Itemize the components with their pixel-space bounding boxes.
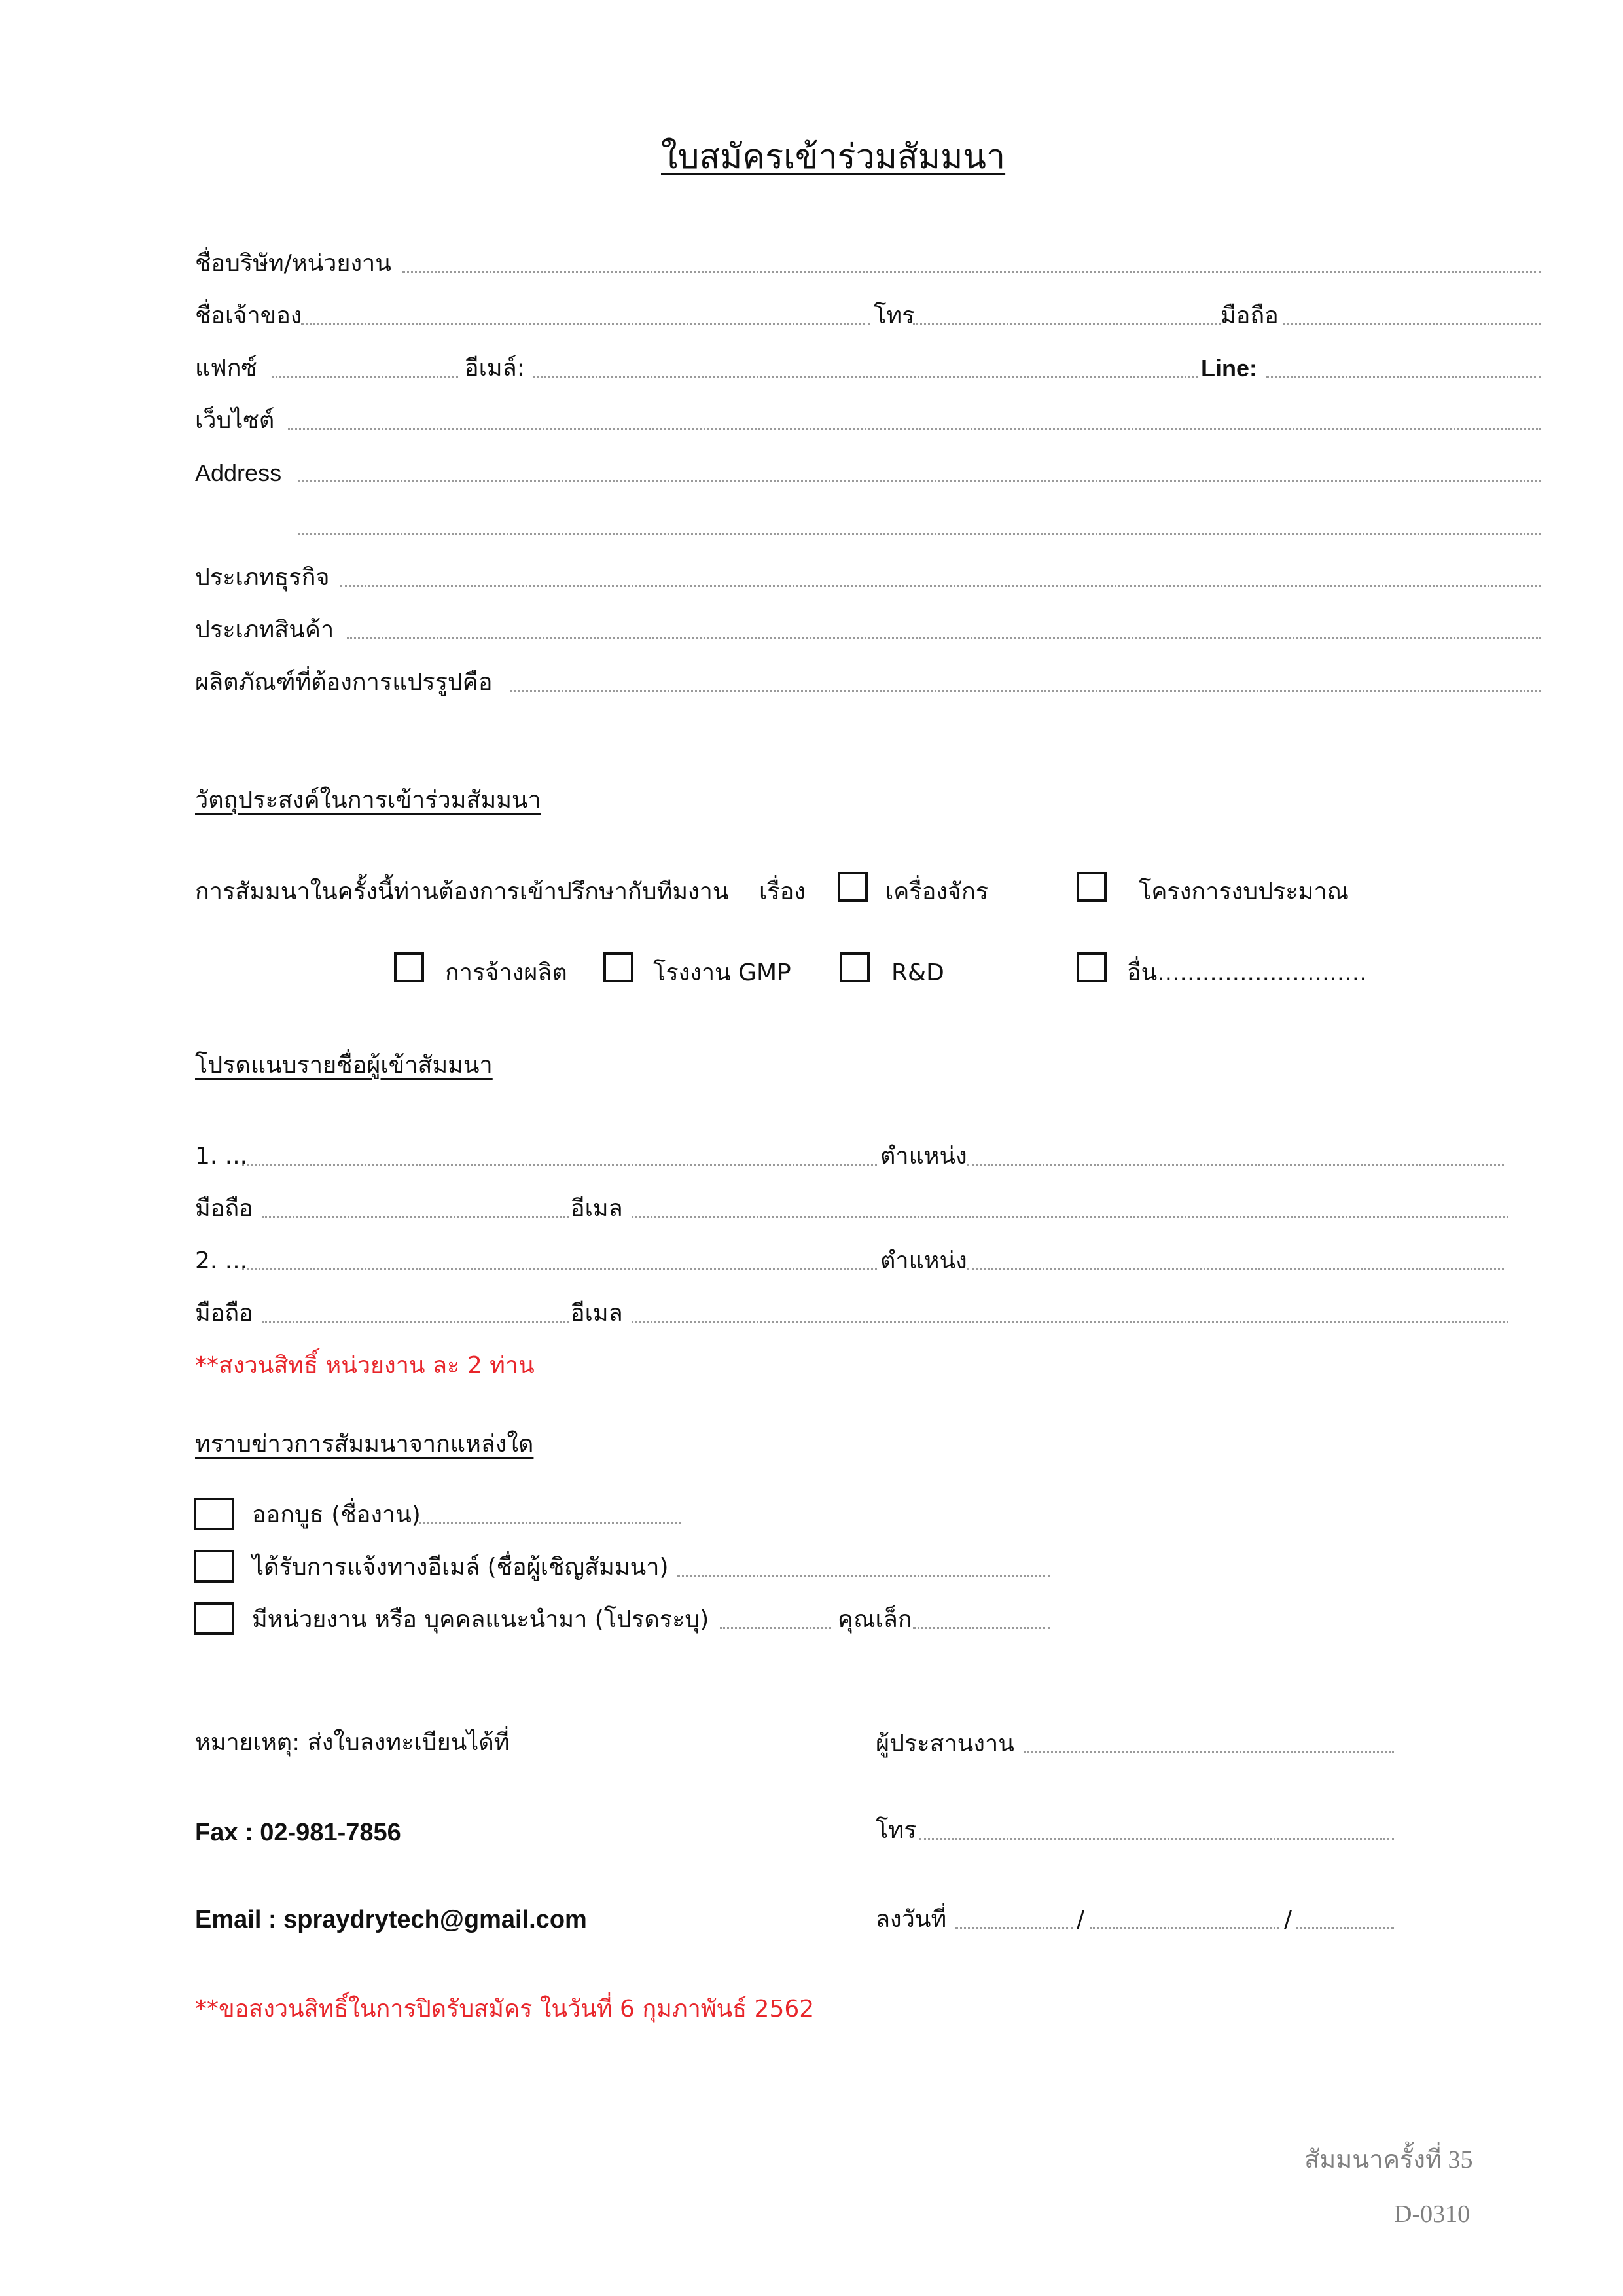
date-label: ลงวันที่: [876, 1906, 947, 1933]
checkbox-rnd[interactable]: [840, 952, 870, 982]
product-type-label: ประเภทสินค้า: [195, 617, 334, 643]
document-code: D-0310: [1394, 2200, 1471, 2228]
attendee-2-name-field[interactable]: [242, 1268, 877, 1270]
fax-label: แฟกซ์: [195, 355, 257, 382]
phone-field[interactable]: [913, 323, 1221, 325]
email-field[interactable]: [533, 376, 1198, 378]
attendee-1-email-field[interactable]: [632, 1216, 1508, 1218]
option-rnd: R&D: [891, 960, 944, 986]
mobile-label: มือถือ: [1221, 302, 1279, 329]
line-label: Line:: [1201, 355, 1257, 382]
attendee-2-position-label: ตำแหน่ง: [880, 1247, 967, 1274]
checkbox-gmp-factory[interactable]: [603, 952, 633, 982]
checkbox-email-invite[interactable]: [194, 1550, 234, 1583]
registration-deadline-note: **ขอสงวนสิทธิ์ในการปิดรับสมัคร ในวันที่ 6 กุมภาพันธ์ 2562: [195, 1996, 815, 2022]
owner-label: ชื่อเจ้าของ: [195, 302, 302, 329]
source-referral-label: มีหน่วยงาน หรือ บุคคลแนะนำมา (โปรดระบุ): [252, 1606, 709, 1633]
attendees-heading: โปรดแนบรายชื่อผู้เข้าสัมมนา: [195, 1052, 493, 1079]
source-heading: ทราบข่าวการสัมมนาจากแหล่งใด: [195, 1431, 534, 1458]
footer-phone-label: โทร: [876, 1817, 917, 1844]
attendee-1-mobile-label: มือถือ: [195, 1195, 253, 1222]
attendee-2-number: 2. ...: [195, 1247, 248, 1274]
website-label: เว็บไซต์: [195, 407, 275, 434]
website-field[interactable]: [288, 428, 1541, 430]
source-email-label: ได้รับการแจ้งทางอีเมล์ (ชื่อผู้เชิญสัมมนา): [252, 1554, 669, 1581]
attendee-1-name-field[interactable]: [242, 1164, 877, 1166]
checkbox-contract-manufacturing[interactable]: [394, 952, 424, 982]
attendee-2-email-label: อีเมล: [571, 1300, 623, 1327]
address-label: Address: [195, 459, 282, 486]
attendee-2-mobile-label: มือถือ: [195, 1300, 253, 1327]
address-field-line1[interactable]: [298, 480, 1541, 482]
attendee-1-number: 1. ...: [195, 1143, 248, 1170]
email-label: อีเมล์:: [465, 355, 525, 382]
fax-field[interactable]: [272, 376, 458, 378]
source-booth-field[interactable]: [419, 1522, 681, 1524]
footer-note-label: หมายเหตุ: ส่งใบลงทะเบียนได้ที่: [195, 1729, 510, 1756]
checkbox-other[interactable]: [1077, 952, 1107, 982]
address-field-line2[interactable]: [298, 533, 1541, 535]
company-name-field[interactable]: [402, 271, 1541, 273]
footer-email: Email : spraydrytech@gmail.com: [195, 1906, 587, 1933]
line-field[interactable]: [1266, 376, 1541, 378]
mobile-field[interactable]: [1283, 323, 1541, 325]
seminar-number: สัมมนาครั้งที่ 35: [1304, 2146, 1473, 2174]
date-separator-2: /: [1284, 1906, 1293, 1933]
option-gmp-factory: โรงงาน GMP: [653, 960, 791, 986]
date-month-field[interactable]: [1090, 1927, 1279, 1929]
date-separator-1: /: [1077, 1906, 1085, 1933]
attendee-2-position-field[interactable]: [967, 1268, 1504, 1270]
source-referrer-field[interactable]: [913, 1627, 1050, 1629]
checkbox-budget-project[interactable]: [1077, 872, 1107, 902]
attendee-1-email-label: อีเมล: [571, 1195, 623, 1222]
attendee-1-position-label: ตำแหน่ง: [880, 1143, 967, 1170]
option-contract-manufacturing: การจ้างผลิต: [445, 960, 567, 986]
page-title: ใบสมัครเข้าร่วมสัมมนา: [661, 137, 1006, 177]
product-to-process-field[interactable]: [510, 690, 1541, 692]
coordinator-label: ผู้ประสานงาน: [876, 1731, 1014, 1757]
business-type-label: ประเภทธุรกิจ: [195, 564, 330, 591]
footer-phone-field[interactable]: [919, 1838, 1394, 1840]
date-year-field[interactable]: [1296, 1927, 1394, 1929]
checkbox-booth[interactable]: [194, 1498, 234, 1530]
source-booth-label: ออกบูธ (ชื่องาน): [252, 1501, 421, 1528]
attendee-1-position-field[interactable]: [967, 1164, 1504, 1166]
objective-question: การสัมมนาในครั้งนี้ท่านต้องการเข้าปรึกษากับทีมงาน: [195, 878, 729, 905]
attendee-1-mobile-field[interactable]: [262, 1216, 569, 1218]
attendee-2-mobile-field[interactable]: [262, 1321, 569, 1323]
objective-heading: วัตถุประสงค์ในการเข้าร่วมสัมมนา: [195, 787, 541, 814]
source-referrer-name: คุณเล็ก: [838, 1606, 912, 1633]
coordinator-field[interactable]: [1024, 1751, 1394, 1753]
source-email-field[interactable]: [677, 1575, 1050, 1577]
product-type-field[interactable]: [347, 637, 1541, 639]
business-type-field[interactable]: [340, 585, 1541, 587]
date-day-field[interactable]: [955, 1927, 1073, 1929]
option-machine: เครื่องจักร: [885, 878, 989, 905]
owner-field[interactable]: [301, 323, 870, 325]
objective-topic-label: เรื่อง: [759, 878, 806, 905]
company-name-label: ชื่อบริษัท/หน่วยงาน: [195, 250, 391, 277]
attendee-2-email-field[interactable]: [632, 1321, 1508, 1323]
checkbox-machine[interactable]: [838, 872, 868, 902]
product-to-process-label: ผลิตภัณฑ์ที่ต้องการแปรรูปคือ: [195, 669, 493, 696]
checkbox-referral[interactable]: [194, 1602, 234, 1635]
attendee-limit-note: **สงวนสิทธิ์ หน่วยงาน ละ 2 ท่าน: [195, 1352, 535, 1379]
option-budget-project: โครงการงบประมาณ: [1139, 878, 1349, 905]
footer-fax: Fax : 02-981-7856: [195, 1819, 401, 1846]
phone-label: โทร: [874, 302, 915, 329]
source-referral-field[interactable]: [720, 1627, 831, 1629]
option-other: อื่น............................: [1127, 960, 1367, 986]
